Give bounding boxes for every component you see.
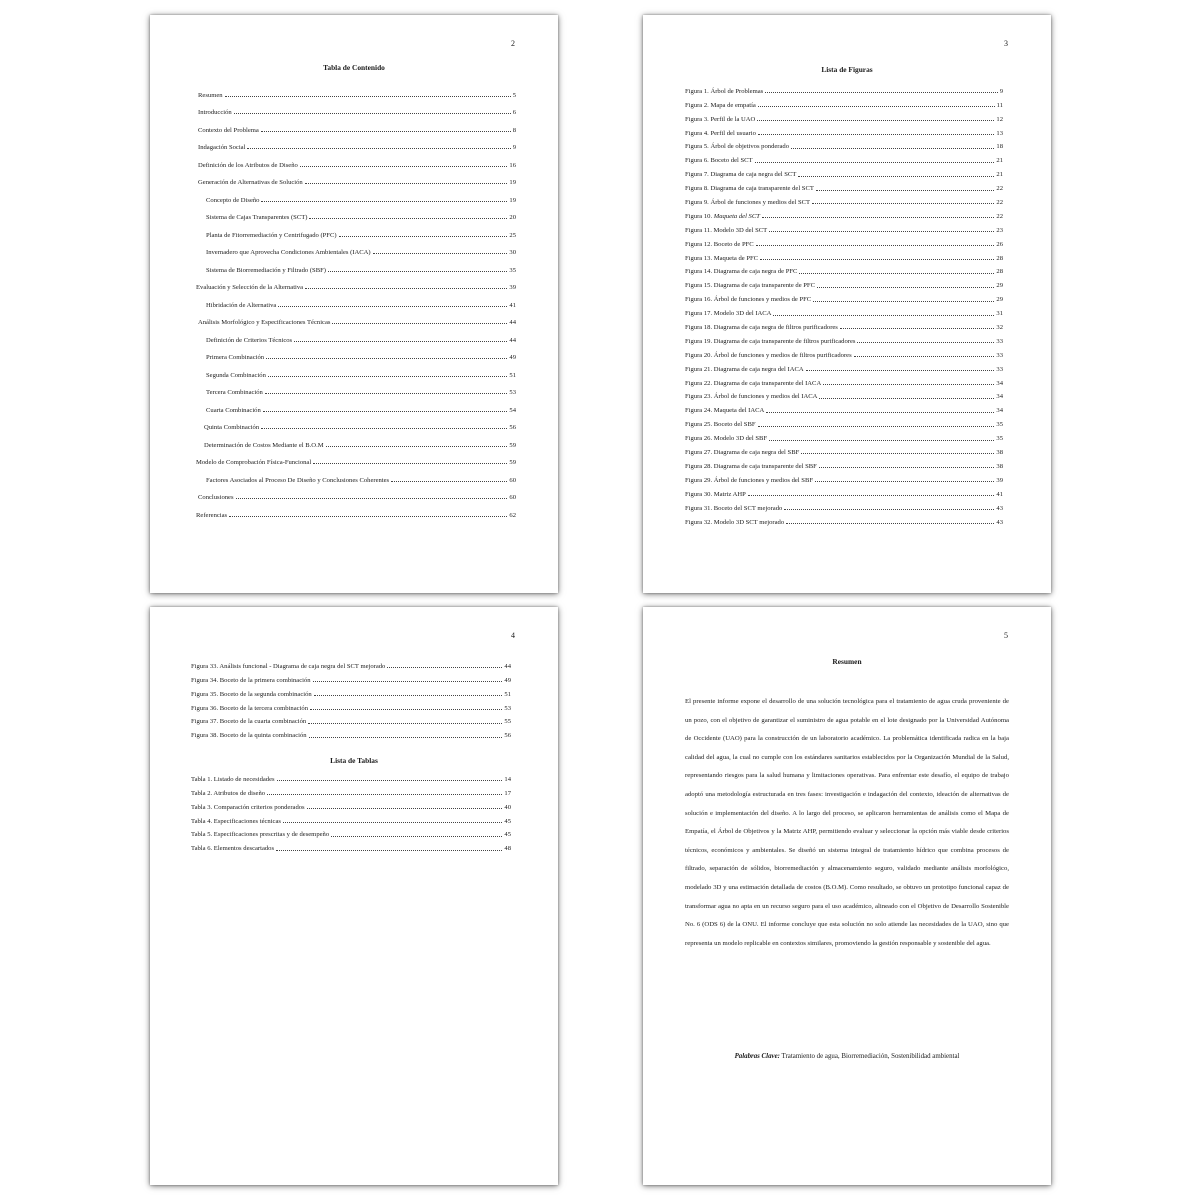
figure-entry-label: Figura 2. Mapa de empatía	[685, 101, 756, 109]
figure-entry[interactable]	[685, 470, 1003, 484]
figure-entry-page: 31	[996, 310, 1003, 318]
dot-leader	[373, 253, 508, 254]
figure-entry-page: 56	[504, 732, 511, 740]
figure-entry-label: Figura 18. Diagrama de caja negra de filtros purificadores	[685, 324, 838, 332]
page-number: 4	[511, 631, 515, 640]
figure-entry[interactable]	[685, 220, 1003, 234]
toc-entry-page: 20	[509, 214, 516, 221]
table-entry[interactable]	[191, 783, 511, 797]
toc-entry[interactable]	[196, 414, 516, 432]
figure-entry[interactable]	[685, 137, 1003, 151]
figure-entry[interactable]	[685, 387, 1003, 401]
toc-entry[interactable]	[196, 326, 516, 344]
toc-entry-label: Evaluación y Selección de la Alternativa	[196, 284, 304, 291]
figure-entry-page: 43	[996, 504, 1003, 512]
dot-leader	[387, 667, 502, 668]
figure-entry-page: 53	[504, 704, 511, 712]
figure-entry-label: Figura 37. Boceto de la cuarta combinación	[191, 718, 307, 726]
figure-entry[interactable]	[685, 109, 1003, 123]
toc-entry-page: 35	[509, 266, 516, 274]
figure-entry[interactable]	[685, 456, 1003, 470]
figure-entry-label: Figura 11. Modelo 3D del SCT	[685, 226, 768, 234]
toc-entry-label: Invernadero que Aprovecha Condiciones Ambientales (IACA)	[206, 249, 371, 256]
dot-leader	[305, 288, 507, 289]
table-entry-page: 45	[504, 831, 511, 839]
toc-entry[interactable]	[196, 449, 516, 467]
dot-leader	[313, 681, 503, 682]
toc-entry[interactable]	[196, 396, 516, 414]
dot-leader	[784, 509, 994, 510]
dot-leader	[277, 780, 503, 781]
figure-entry[interactable]	[685, 289, 1003, 303]
figure-entry-page: 33	[996, 351, 1003, 359]
toc-entry-page: 60	[509, 476, 516, 484]
figure-entry-page: 9	[999, 87, 1003, 95]
figure-entry[interactable]	[685, 275, 1003, 289]
figure-entry[interactable]	[191, 684, 511, 698]
dot-leader	[758, 106, 995, 107]
table-entry-page: 48	[504, 845, 511, 853]
figure-entry-label: Figura 31. Boceto del SCT mejorado	[685, 504, 783, 512]
figure-entry[interactable]	[685, 178, 1003, 192]
figure-entry[interactable]	[685, 359, 1003, 373]
figure-entry[interactable]	[685, 234, 1003, 248]
figure-entry-label: Figura 10. Maqueta del SCT	[685, 212, 760, 220]
dot-leader	[225, 96, 511, 97]
figure-entry[interactable]	[685, 428, 1003, 442]
figure-entry[interactable]	[685, 164, 1003, 178]
table-entry[interactable]	[191, 811, 511, 825]
figure-entry-page: 34	[996, 393, 1003, 401]
toc-entry[interactable]	[196, 431, 516, 449]
dot-leader	[758, 426, 995, 427]
toc-entry-label: Sistema de Cajas Transparentes (SCT)	[206, 214, 308, 221]
abstract-body	[685, 693, 1009, 953]
table-entry-page: 14	[504, 775, 511, 783]
dot-leader	[799, 273, 994, 274]
dot-leader	[283, 822, 502, 823]
toc-entry[interactable]	[196, 309, 516, 327]
figure-entry-page: 35	[996, 435, 1003, 443]
figure-entry-label: Figura 38. Boceto de la quinta combinación	[191, 732, 307, 740]
toc-list	[196, 81, 516, 519]
tables-list	[191, 769, 511, 852]
toc-entry-label: Contexto del Problema	[198, 126, 259, 134]
dot-leader	[309, 737, 503, 738]
toc-entry-page: 51	[509, 371, 516, 379]
toc-entry-label: Segunda Combinación	[206, 371, 266, 379]
figure-entry-page: 33	[996, 365, 1003, 373]
toc-entry-label: Indagación Social	[198, 144, 246, 151]
toc-entry-label: Definición de Criterios Técnicos	[206, 336, 293, 344]
figure-entry[interactable]	[685, 123, 1003, 137]
keywords-label: Palabras Clave:	[734, 1053, 780, 1060]
figure-entry-label: Figura 21. Diagrama de caja negra del IACA	[685, 365, 804, 373]
figure-entry-label: Figura 15. Diagrama de caja transparente de PFC	[685, 282, 816, 290]
figure-entry-page: 23	[996, 226, 1003, 234]
toc-heading: Tabla de Contenido	[323, 63, 385, 72]
toc-entry-page: 9	[512, 144, 516, 151]
toc-entry[interactable]	[196, 501, 516, 519]
figure-entry[interactable]	[685, 400, 1003, 414]
toc-entry-label: Introducción	[198, 109, 232, 116]
dot-leader	[234, 113, 511, 114]
dot-leader	[265, 393, 508, 394]
figure-entry-page: 26	[996, 240, 1003, 248]
dot-leader	[819, 467, 995, 468]
figure-entry-page: 21	[996, 157, 1003, 165]
dot-leader	[300, 166, 508, 167]
figure-entry-label: Figura 17. Modelo 3D del IACA	[685, 310, 772, 318]
toc-entry[interactable]	[196, 116, 516, 134]
dot-leader	[786, 523, 994, 524]
dot-leader	[806, 370, 995, 371]
dot-leader	[261, 428, 507, 429]
figure-entry[interactable]	[685, 498, 1003, 512]
dot-leader	[757, 120, 994, 121]
toc-entry[interactable]	[196, 151, 516, 169]
figure-entry[interactable]	[685, 414, 1003, 428]
toc-entry[interactable]	[196, 169, 516, 187]
keywords-text: Tratamiento de agua, Biorremediación, Sostenibilidad ambiental	[781, 1053, 960, 1060]
dot-leader	[791, 148, 994, 149]
figure-entry-page: 22	[996, 185, 1003, 193]
dot-leader	[812, 203, 994, 204]
toc-entry-page: 59	[509, 459, 516, 466]
figure-entry-label: Figura 19. Diagrama de caja transparente de filtros purificadores	[685, 337, 856, 345]
figure-entry-label: Figura 24. Maqueta del IACA	[685, 407, 765, 415]
figure-entry-page: 18	[996, 143, 1003, 151]
dot-leader	[816, 190, 995, 191]
figure-entry[interactable]	[685, 192, 1003, 206]
dot-leader	[261, 201, 507, 202]
toc-entry-page: 19	[509, 196, 516, 204]
figure-entry-label: Figura 14. Diagrama de caja negra de PFC	[685, 268, 798, 276]
toc-entry-page: 53	[509, 389, 516, 396]
figure-entry-label: Figura 6. Boceto del SCT	[685, 157, 753, 165]
figure-entry-label: Figura 9. Árbol de funciones y medios del SCT	[685, 199, 811, 207]
figure-entry-label: Figura 23. Árbol de funciones y medios del IACA	[685, 393, 818, 401]
figure-entry-page: 13	[996, 129, 1003, 137]
dot-leader	[857, 342, 994, 343]
toc-entry-label: Tercera Combinación	[206, 389, 263, 396]
figure-entry-page: 21	[996, 171, 1003, 179]
dot-leader	[813, 301, 994, 302]
dot-leader	[305, 183, 508, 184]
table-entry[interactable]	[191, 797, 511, 811]
figures-heading: Lista de Figuras	[821, 65, 873, 74]
toc-entry-label: Análisis Morfológico y Especificaciones Técnicas	[198, 319, 331, 326]
dot-leader	[310, 709, 502, 710]
figure-entry-page: 28	[996, 254, 1003, 262]
dot-leader	[263, 411, 508, 412]
figure-entry-page: 38	[996, 462, 1003, 470]
figure-entry-page: 32	[996, 324, 1003, 332]
figure-entry-label: Figura 7. Diagrama de caja negra del SCT	[685, 171, 797, 179]
toc-entry[interactable]	[196, 274, 516, 292]
toc-entry-page: 44	[509, 336, 516, 344]
table-entry-label: Tabla 3. Comparación criterios ponderados	[191, 803, 305, 811]
toc-entry-page: 60	[509, 494, 516, 501]
dot-leader	[294, 341, 507, 342]
dot-leader	[801, 453, 994, 454]
dot-leader	[755, 162, 995, 163]
figure-entry-label: Figura 26. Modelo 3D del SBF	[685, 435, 768, 443]
dot-leader	[840, 328, 995, 329]
toc-entry-label: Referencias	[196, 511, 228, 519]
toc-entry-page: 6	[512, 109, 516, 116]
toc-entry-label: Definición de los Atributos de Diseño	[198, 161, 298, 169]
figure-entry[interactable]	[685, 303, 1003, 317]
dot-leader	[236, 498, 508, 499]
dot-leader	[307, 808, 503, 809]
toc-entry[interactable]	[196, 221, 516, 239]
figure-entry-page: 29	[996, 296, 1003, 304]
figure-entry[interactable]	[685, 262, 1003, 276]
toc-entry-label: Planta de Fitorremediación y Centrifugado (PFC)	[206, 231, 337, 239]
dot-leader	[278, 306, 507, 307]
figure-entry-label: Figura 8. Diagrama de caja transparente del SCT	[685, 185, 814, 193]
toc-entry[interactable]	[196, 484, 516, 502]
figure-entry-label: Figura 35. Boceto de la segunda combinación	[191, 690, 312, 698]
table-entry-page: 45	[504, 817, 511, 825]
document-page-3	[643, 15, 1051, 593]
figure-entry-label: Figura 33. Análisis funcional - Diagrama de caja negra del SCT mejorado	[191, 662, 386, 670]
toc-entry-page: 49	[509, 354, 516, 361]
toc-entry-page: 8	[512, 126, 516, 134]
toc-entry[interactable]	[196, 379, 516, 397]
figure-entry-label: Figura 29. Árbol de funciones y medios del SBF	[685, 476, 814, 484]
figure-entry-label: Figura 16. Árbol de funciones y medios de PFC	[685, 296, 812, 304]
figure-entry-page: 33	[996, 337, 1003, 345]
page-number: 5	[1004, 631, 1008, 640]
toc-entry-label: Concepto de Diseño	[206, 196, 260, 204]
dot-leader	[391, 481, 507, 482]
page-number: 2	[511, 39, 515, 48]
toc-entry-label: Cuarta Combinación	[206, 406, 261, 414]
toc-entry-page: 44	[509, 319, 516, 326]
figure-entry-label: Figura 32. Modelo 3D SCT mejorado	[685, 518, 785, 526]
figure-entry[interactable]	[685, 95, 1003, 109]
dot-leader	[815, 481, 994, 482]
dot-leader	[229, 516, 507, 517]
figure-entry-page: 38	[996, 449, 1003, 457]
toc-entry-label: Resumen	[198, 91, 223, 99]
figure-entry-label: Figura 30. Matriz AHP	[685, 490, 746, 498]
document-page-4	[150, 607, 558, 1185]
dot-leader	[762, 217, 994, 218]
toc-entry-label: Determinación de Costos Mediante el B.O.M	[204, 441, 324, 449]
toc-entry-label: Quinta Combinación	[204, 424, 260, 431]
abstract-paragraph: El presente informe expone el desarrollo de una solución tecnológica para el tratamiento de agua cruda proveniente de un pozo, con el objetivo de garantizar el suministro de agua potable en el lote designado por la Universidad Autónoma de Occidente (UAO) para la construcción de un laboratorio académico. La problemática identificada radica en la baja calidad del agua, la cual no cumple con los estándares sanitarios establecidos por la Organización Mundial de la Salud, representando riesgos para la salud humana y limitaciones operativas. Para enfrentar este desafío, el equipo de trabajo adoptó una metodología estructurada en tres fases: investigación e indagación del contexto, ideación de alternativas de solución e implementación del diseño. A lo largo del proceso, se aplicaron herramientas de análisis como el Mapa de Empatía, el Árbol de Objetivos y la Matriz AHP, permitiendo evaluar y seleccionar la opción más viable desde criterios técnicos, económicos y ambientales. Se diseñó un sistema integral de tratamiento hídrico que combina procesos de filtrado, separación de sólidos, biorremediación y almacenamiento seguro, validado mediante análisis morfológico, modelado 3D y una estimación detallada de costos (B.O.M). Como resultado, se obtuvo un prototipo funcional capaz de transformar agua no apta en un recurso seguro para el uso académico, alineado con el Objetivo de Desarrollo Sostenible No. 6 (ODS 6) de la ONU. El informe concluye que esta solución no solo atiende las necesidades de la UAO, sino que representa un modelo replicable en contextos similares, promoviendo la gestión responsable y sostenible del agua.	[685, 698, 1009, 947]
table-entry[interactable]	[191, 769, 511, 783]
toc-entry-page: 30	[509, 249, 516, 256]
figure-entry[interactable]	[191, 656, 511, 670]
dot-leader	[817, 287, 994, 288]
figure-entry-page: 55	[504, 718, 511, 726]
figure-entry-label: Figura 22. Diagrama de caja transparente del IACA	[685, 379, 822, 387]
toc-entry-page: 62	[509, 511, 516, 519]
dot-leader	[313, 463, 507, 464]
figure-entry-label: Figura 12. Boceto de PFC	[685, 240, 754, 248]
figure-entry-label: Figura 28. Diagrama de caja transparente del SBF	[685, 462, 817, 470]
figure-entry-label: Figura 5. Árbol de objetivos ponderado	[685, 143, 790, 151]
figure-entry-label: Figura 4. Perfil del usuario	[685, 129, 756, 137]
dot-leader	[760, 259, 994, 260]
toc-entry-label: Hibridación de Alternativa	[206, 301, 277, 309]
figure-entry[interactable]	[685, 317, 1003, 331]
figure-entry-label: Figura 27. Diagrama de caja negra del SBF	[685, 449, 800, 457]
dot-leader	[276, 850, 502, 851]
figure-entry-page: 35	[996, 421, 1003, 429]
toc-entry-label: Sistema de Biorremediación y Filtrado (SBF)	[206, 266, 326, 274]
table-entry-page: 40	[504, 803, 511, 811]
figure-entry[interactable]	[685, 373, 1003, 387]
toc-entry[interactable]	[196, 291, 516, 309]
figure-entry[interactable]	[685, 150, 1003, 164]
figures-list	[685, 81, 1003, 526]
figure-entry-page: 12	[996, 115, 1003, 123]
figure-entry-label: Figura 36. Boceto de la tercera combinación	[191, 704, 308, 712]
figure-entry-label: Figura 1. Árbol de Problemas	[685, 87, 764, 95]
figure-entry[interactable]	[191, 698, 511, 712]
figure-entry[interactable]	[685, 81, 1003, 95]
figures-list-continued	[191, 656, 511, 739]
dot-leader	[758, 134, 995, 135]
figure-entry-page: 28	[996, 268, 1003, 276]
toc-entry-page: 41	[509, 301, 516, 309]
dot-leader	[326, 446, 508, 447]
dot-leader	[765, 92, 998, 93]
toc-entry[interactable]	[196, 361, 516, 379]
figure-entry[interactable]	[685, 484, 1003, 498]
toc-entry-page: 59	[509, 441, 516, 449]
figure-entry-page: 39	[996, 476, 1003, 484]
toc-entry[interactable]	[196, 99, 516, 117]
dot-leader	[314, 695, 503, 696]
figure-entry-page: 22	[996, 199, 1003, 207]
dot-leader	[773, 315, 994, 316]
figure-entry-label: Figura 25. Boceto del SBF	[685, 421, 756, 429]
dot-leader	[823, 384, 994, 385]
table-entry-label: Tabla 4. Especificaciones técnicas	[191, 817, 281, 825]
figure-entry-page: 11	[996, 101, 1003, 109]
page-number: 3	[1004, 39, 1008, 48]
dot-leader	[819, 398, 994, 399]
toc-entry-page: 5	[512, 91, 516, 99]
toc-entry-label: Primera Combinación	[206, 354, 265, 361]
toc-entry-label: Modelo de Comprobación Física-Funcional	[196, 459, 312, 466]
figure-entry-page: 34	[996, 407, 1003, 415]
dot-leader	[328, 271, 507, 272]
dot-leader	[309, 218, 507, 219]
dot-leader	[261, 131, 511, 132]
toc-entry-label: Generación de Alternativas de Solución	[198, 179, 303, 186]
keywords-line	[643, 1053, 1051, 1060]
toc-entry[interactable]	[196, 344, 516, 362]
toc-entry-label: Factores Asociados al Proceso De Diseño y Conclusiones Coherentes	[206, 476, 390, 484]
figure-entry-page: 51	[504, 690, 511, 698]
document-page-5	[643, 607, 1051, 1185]
toc-entry[interactable]	[196, 81, 516, 99]
figure-entry-label: Figura 34. Boceto de la primera combinación	[191, 676, 311, 684]
toc-entry-page: 19	[509, 179, 516, 186]
table-entry-label: Tabla 5. Especificaciones prescritas y de desempeño	[191, 831, 330, 839]
figure-entry[interactable]	[191, 712, 511, 726]
dot-leader	[769, 440, 994, 441]
figure-entry-page: 43	[996, 518, 1003, 526]
toc-entry[interactable]	[196, 204, 516, 222]
figure-entry-label: Figura 3. Perfil de la UAO	[685, 115, 756, 123]
table-entry-label: Tabla 1. Listado de necesidades	[191, 775, 275, 783]
dot-leader	[798, 176, 994, 177]
dot-leader	[339, 236, 508, 237]
figure-entry[interactable]	[685, 248, 1003, 262]
toc-entry-label: Conclusiones	[198, 494, 234, 501]
figure-entry[interactable]	[685, 512, 1003, 526]
figure-entry-label: Figura 20. Árbol de funciones y medios de filtros purificadores	[685, 351, 852, 359]
toc-entry-page: 16	[509, 161, 516, 169]
figure-entry[interactable]	[191, 670, 511, 684]
figure-entry-page: 49	[504, 676, 511, 684]
figure-entry-page: 44	[504, 662, 511, 670]
toc-entry-page: 25	[509, 231, 516, 239]
toc-entry[interactable]	[196, 256, 516, 274]
dot-leader	[266, 358, 507, 359]
dot-leader	[854, 356, 995, 357]
dot-leader	[332, 323, 507, 324]
figure-entry[interactable]	[685, 331, 1003, 345]
toc-entry-page: 39	[509, 284, 516, 291]
tables-heading: Lista de Tablas	[330, 756, 378, 765]
table-entry-page: 17	[504, 789, 511, 797]
dot-leader	[267, 794, 502, 795]
dot-leader	[247, 148, 510, 149]
figure-entry[interactable]	[191, 725, 511, 739]
toc-entry[interactable]	[196, 186, 516, 204]
dot-leader	[766, 412, 994, 413]
toc-entry-page: 56	[509, 424, 516, 431]
abstract-heading: Resumen	[832, 657, 862, 666]
figure-entry[interactable]	[685, 345, 1003, 359]
dot-leader	[268, 376, 508, 377]
dot-leader	[748, 495, 995, 496]
figure-entry-page: 29	[996, 282, 1003, 290]
toc-entry[interactable]	[196, 134, 516, 152]
dot-leader	[331, 836, 502, 837]
figure-entry[interactable]	[685, 442, 1003, 456]
figure-entry-label: Figura 13. Maqueta de PFC	[685, 254, 759, 262]
figure-entry-page: 41	[996, 490, 1003, 498]
dot-leader	[769, 231, 994, 232]
table-entry[interactable]	[191, 825, 511, 839]
toc-entry[interactable]	[196, 239, 516, 257]
figure-entry-page: 22	[996, 212, 1003, 220]
table-entry[interactable]	[191, 838, 511, 852]
table-entry-label: Tabla 2. Atributos de diseño	[191, 789, 266, 797]
document-page-2	[150, 15, 558, 593]
figure-entry[interactable]	[685, 206, 1003, 220]
dot-leader	[756, 245, 995, 246]
table-entry-label: Tabla 6. Elementos descartados	[191, 845, 275, 853]
figure-entry-page: 34	[996, 379, 1003, 387]
dot-leader	[308, 723, 502, 724]
toc-entry-page: 54	[509, 406, 516, 414]
toc-entry[interactable]	[196, 466, 516, 484]
